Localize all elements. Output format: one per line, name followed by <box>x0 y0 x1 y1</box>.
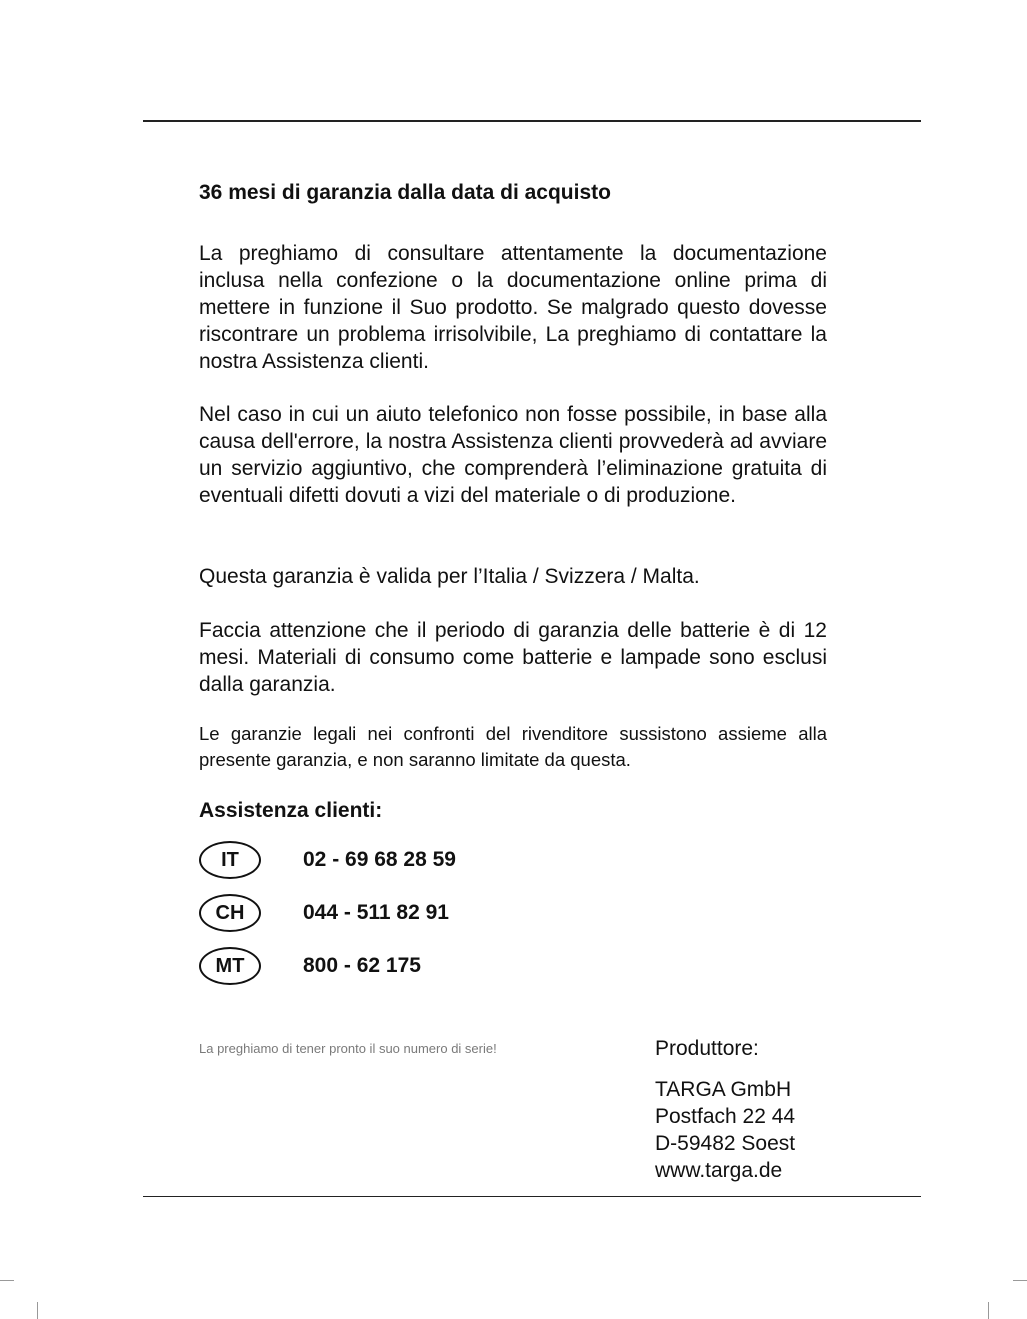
bottom-rule <box>143 1196 921 1197</box>
crop-mark-left-vertical <box>37 1302 38 1319</box>
warranty-paragraph-3: Questa garanzia è valida per l’Italia / Svizzera / Malta. <box>199 565 700 588</box>
support-title: Assistenza clienti: <box>199 799 383 822</box>
producer-website: www.targa.de <box>655 1159 783 1182</box>
serial-number-note: La preghiamo di tener pronto il suo numero di serie! <box>199 1041 497 1056</box>
warranty-section <box>199 180 827 977</box>
producer-city: D-59482 Soest <box>655 1132 796 1155</box>
warranty-paragraph-4: Faccia attenzione che il periodo di garanzia delle batterie è di 12 mesi. Materiali di consumo come batterie e lampade sono esclusi dalla garanzia. <box>199 619 827 696</box>
warranty-paragraph-5: Le garanzie legali nei confronti del rivenditore sussistono assieme alla presente garanzia, e non saranno limitate da questa. <box>199 723 827 770</box>
country-badge-mt: MT <box>199 947 261 985</box>
phone-number-ch: 044 - 511 82 91 <box>303 901 449 924</box>
phone-row-ch <box>199 892 699 945</box>
phone-number-mt: 800 - 62 175 <box>303 954 421 977</box>
producer-postbox: Postfach 22 44 <box>655 1105 796 1128</box>
producer-block <box>655 1035 795 1184</box>
crop-mark-right-vertical <box>988 1302 989 1319</box>
crop-mark-right-horizontal <box>1013 1280 1027 1281</box>
country-badge-ch: CH <box>199 894 261 932</box>
phone-number-it: 02 - 69 68 28 59 <box>303 848 456 871</box>
top-rule <box>143 120 921 122</box>
phone-row-mt <box>199 945 699 998</box>
country-badge-it: IT <box>199 841 261 879</box>
producer-company: TARGA GmbH <box>655 1078 792 1101</box>
phone-row-it <box>199 839 699 892</box>
crop-mark-left-horizontal <box>0 1280 14 1281</box>
warranty-paragraph-1: La preghiamo di consultare attentamente la documentazione inclusa nella confezione o la documentazione online prima di mettere in funzione il Suo prodotto. Se malgrado questo dovesse riscontrare un problema irrisolvibile, La preghiamo di contattare la nostra Assistenza clienti. <box>199 242 827 373</box>
support-phone-list <box>199 839 699 998</box>
producer-label: Produttore: <box>655 1037 759 1060</box>
warranty-heading: 36 mesi di garanzia dalla data di acquisto <box>199 181 611 204</box>
warranty-paragraph-2: Nel caso in cui un aiuto telefonico non fosse possibile, in base alla causa dell'errore, la nostra Assistenza clienti provvederà ad avviare un servizio aggiuntivo, che comprenderà l’eliminazione gratuita di eventuali difetti dovuti a vizi del materiale o di produzione. <box>199 403 827 507</box>
